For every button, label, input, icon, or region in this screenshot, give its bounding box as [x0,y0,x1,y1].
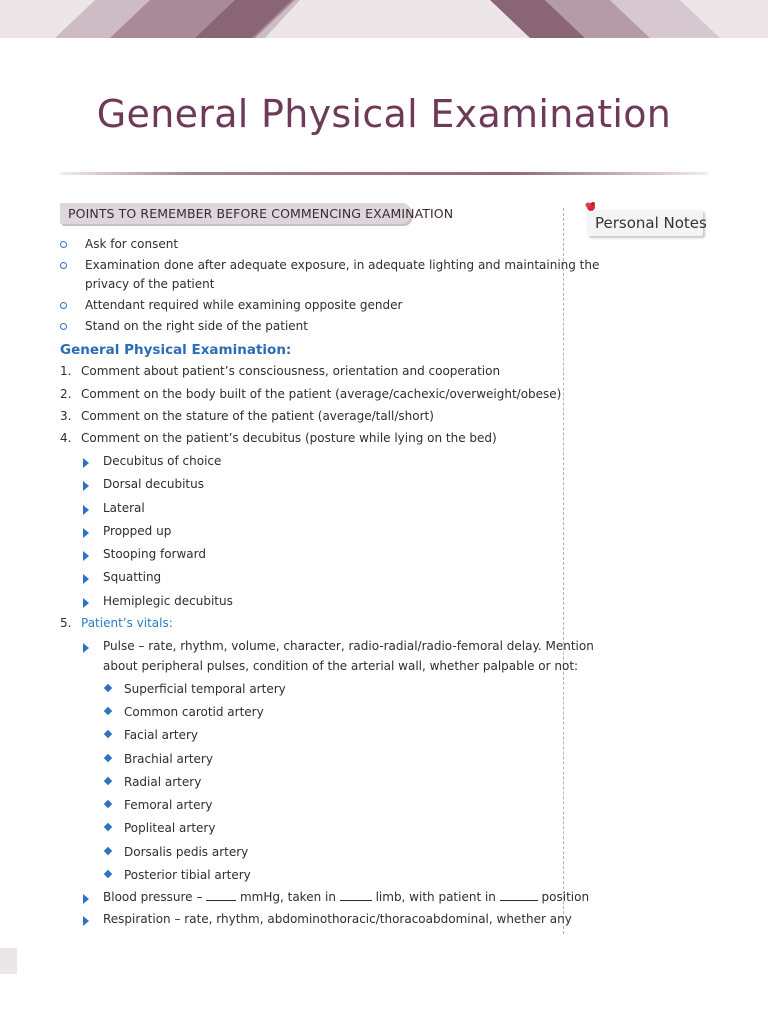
artery-item: Femoral artery [124,798,213,812]
artery-item: Posterior tibial artery [124,868,251,882]
personal-notes-tag [587,210,707,236]
decubitus-item: Squatting [103,570,162,584]
item-number: 4. [60,431,72,445]
numbered-item: Comment about patient’s consciousness, orientation and cooperation [81,364,501,378]
diamond-bullet-icon [104,777,112,785]
blank-line [206,890,236,901]
arrow-bullet-icon [83,458,89,468]
bullet-icon [60,323,67,330]
gpe-heading: General Physical Examination: [60,342,292,358]
page-title: General Physical Examination [96,92,672,136]
diamond-bullet-icon [104,707,112,715]
vitals-heading: Patient’s vitals: [81,616,173,630]
diamond-bullet-icon [104,684,112,692]
list-item: Attendant required while examining opposite gender [85,298,403,312]
decubitus-item: Dorsal decubitus [103,477,204,491]
arrow-bullet-icon [83,505,89,515]
numbered-item: Comment on the stature of the patient (average/tall/short) [81,409,434,423]
bullet-icon [60,241,67,248]
artery-item: Facial artery [124,728,198,742]
section-tab-label: POINTS TO REMEMBER BEFORE COMMENCING EXAMINATION [68,206,454,221]
pin-icon [585,201,597,213]
page-edge-tab [0,948,17,974]
arrow-bullet-icon [83,481,89,491]
item-number: 2. [60,387,72,401]
list-item: Ask for consent [85,237,179,251]
numbered-item: Comment on the patient’s decubitus (posture while lying on the bed) [81,431,497,445]
list-item: Stand on the right side of the patient [85,319,308,333]
bp-part: position [537,890,590,904]
artery-item: Common carotid artery [124,705,264,719]
personal-notes-label: Personal Notes [595,214,707,232]
blank-line [340,890,372,901]
artery-item: Popliteal artery [124,821,216,835]
arrow-bullet-icon [83,643,89,653]
artery-item: Brachial artery [124,752,213,766]
decubitus-item: Stooping forward [103,547,207,561]
notes-divider [563,208,564,934]
item-number: 3. [60,409,72,423]
bp-part: mmHg, taken in [236,890,340,904]
title-divider [60,172,708,175]
arrow-bullet-icon [83,551,89,561]
diamond-bullet-icon [104,870,112,878]
respiration-text: Respiration – rate, rhythm, abdominothoracic/thoracoabdominal, whether any [103,912,572,926]
list-item: Examination done after adequate exposure, in adequate lighting and maintaining the [85,258,600,272]
arrow-bullet-icon [83,598,89,608]
artery-item: Superficial temporal artery [124,682,286,696]
decubitus-item: Lateral [103,501,145,515]
bp-part: Blood pressure – [103,890,207,904]
blank-line [500,890,538,901]
blood-pressure-text [103,889,589,905]
list-item-continuation: privacy of the patient [85,277,215,291]
item-number: 1. [60,364,72,378]
decubitus-item: Propped up [103,524,172,538]
artery-item: Radial artery [124,775,202,789]
diamond-bullet-icon [104,847,112,855]
diamond-bullet-icon [104,730,112,738]
arrow-bullet-icon [83,574,89,584]
decubitus-item: Decubitus of choice [103,454,222,468]
numbered-item: Comment on the body built of the patient (average/cachexic/overweight/obese) [81,387,562,401]
arrow-bullet-icon [83,528,89,538]
bp-part: limb, with patient in [371,890,500,904]
section-tab [60,203,454,224]
arrow-bullet-icon [83,916,89,926]
decubitus-item: Hemiplegic decubitus [103,594,233,608]
bullet-icon [60,302,67,309]
pulse-text: Pulse – rate, rhythm, volume, character, radio-radial/radio-femoral delay. Mention [103,639,594,653]
top-decorative-band [0,0,768,38]
artery-item: Dorsalis pedis artery [124,845,249,859]
diamond-bullet-icon [104,754,112,762]
arrow-bullet-icon [83,894,89,904]
diamond-bullet-icon [104,823,112,831]
pulse-text-continuation: about peripheral pulses, condition of the arterial wall, whether palpable or not: [103,659,579,673]
bullet-icon [60,262,67,269]
diamond-bullet-icon [104,800,112,808]
item-number: 5. [60,616,72,630]
